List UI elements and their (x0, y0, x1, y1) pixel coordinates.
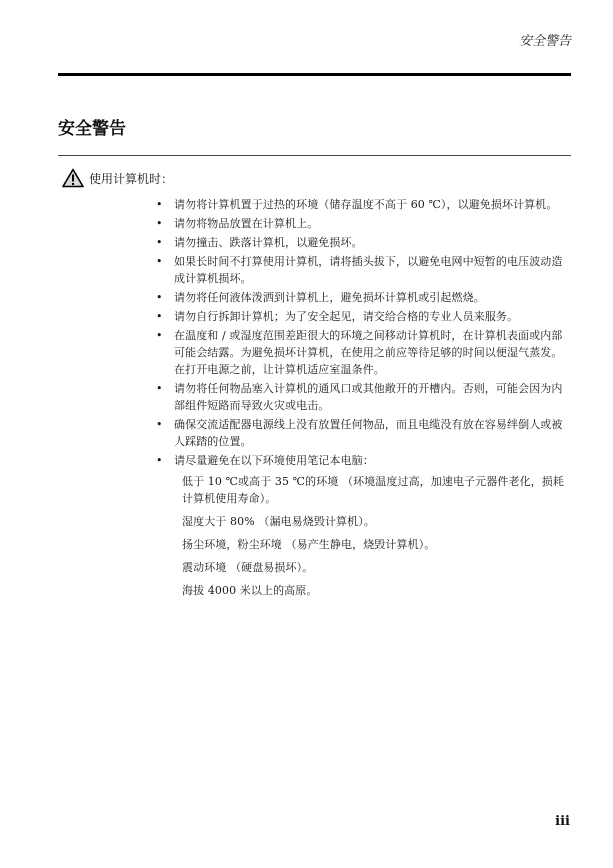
list-item-text: 请勿将计算机置于过热的环境（储存温度不高于 60 ℃），以避免损坏计算机。 (174, 198, 558, 211)
page-title: 安全警告 (58, 119, 126, 139)
sub-list-item: 海拔 4000 米以上的高原。 (182, 584, 318, 597)
list-item-text: 如果长时间不打算使用计算机，请将插头拔下，以避免电网中短暂的电压波动造成计算机损坏。 (174, 255, 563, 285)
warning-row (62, 168, 173, 188)
list-item (156, 215, 572, 232)
list-item (156, 289, 572, 306)
bullet: • (156, 291, 163, 304)
list-item-text: 在温度和 / 或湿度范围差距很大的环境之间移动计算机时，在计算机表面或内部可能会结露。为避免损坏计算机，在使用之前应等待足够的时间以便湿气蒸发。在打开电源之前，让计算机适应室温条件。 (174, 329, 563, 376)
list-item-text: 请勿将任何物品塞入计算机的通风口或其他敞开的开槽内。否则，可能会因为内部组件短路而导致火灾或电击。 (174, 382, 563, 412)
bullet: • (156, 329, 163, 342)
bullet: • (156, 255, 163, 268)
list-item (156, 416, 572, 450)
list-item-text: 请勿自行拆卸计算机；为了安全起见，请交给合格的专业人员来服务。 (174, 310, 519, 323)
sub-list-item: 湿度大于 80% （漏电易烧毁计算机）。 (182, 515, 375, 528)
page-number: iii (555, 814, 570, 829)
list-item (156, 253, 572, 287)
bullet: • (156, 418, 163, 431)
list-item-text: 请勿撞击、跌落计算机，以避免损坏。 (174, 236, 363, 249)
running-header: 安全警告 (518, 34, 571, 49)
list-item-text: 请勿将物品放置在计算机上。 (174, 217, 319, 230)
bullet: • (156, 310, 163, 323)
list-item (156, 196, 572, 213)
environment-sub-list (174, 473, 572, 599)
header-rule (58, 73, 571, 76)
warning-intro: 使用计算机时： (89, 171, 174, 186)
list-item (156, 452, 572, 599)
bullet: • (156, 454, 163, 467)
sub-list-item: 扬尘环境，粉尘环境 （易产生静电，烧毁计算机）。 (182, 538, 436, 551)
sub-list-item: 震动环境 （硬盘易损坏）。 (182, 561, 314, 574)
bullet: • (156, 198, 163, 211)
sub-list-item: 低于 10 ℃或高于 35 ℃的环境 （环境温度过高，加速电子元器件老化，损耗计算机使用寿命）。 (182, 475, 564, 505)
list-item-text: 请尽量避免在以下环境使用笔记本电脑： (174, 454, 374, 467)
bullet: • (156, 236, 163, 249)
list-item-text: 请勿将任何液体泼洒到计算机上，避免损坏计算机或引起燃烧。 (174, 291, 485, 304)
list-item (156, 308, 572, 325)
bullet: • (156, 217, 163, 230)
list-item (156, 327, 572, 378)
warning-triangle-icon (62, 168, 84, 188)
list-item (156, 380, 572, 414)
title-rule (58, 155, 571, 156)
safety-list (156, 196, 572, 605)
bullet: • (156, 382, 163, 395)
list-item-text: 确保交流适配器电源线上没有放置任何物品，而且电缆没有放在容易绊倒人或被人踩踏的位置。 (174, 418, 563, 448)
list-item (156, 234, 572, 251)
